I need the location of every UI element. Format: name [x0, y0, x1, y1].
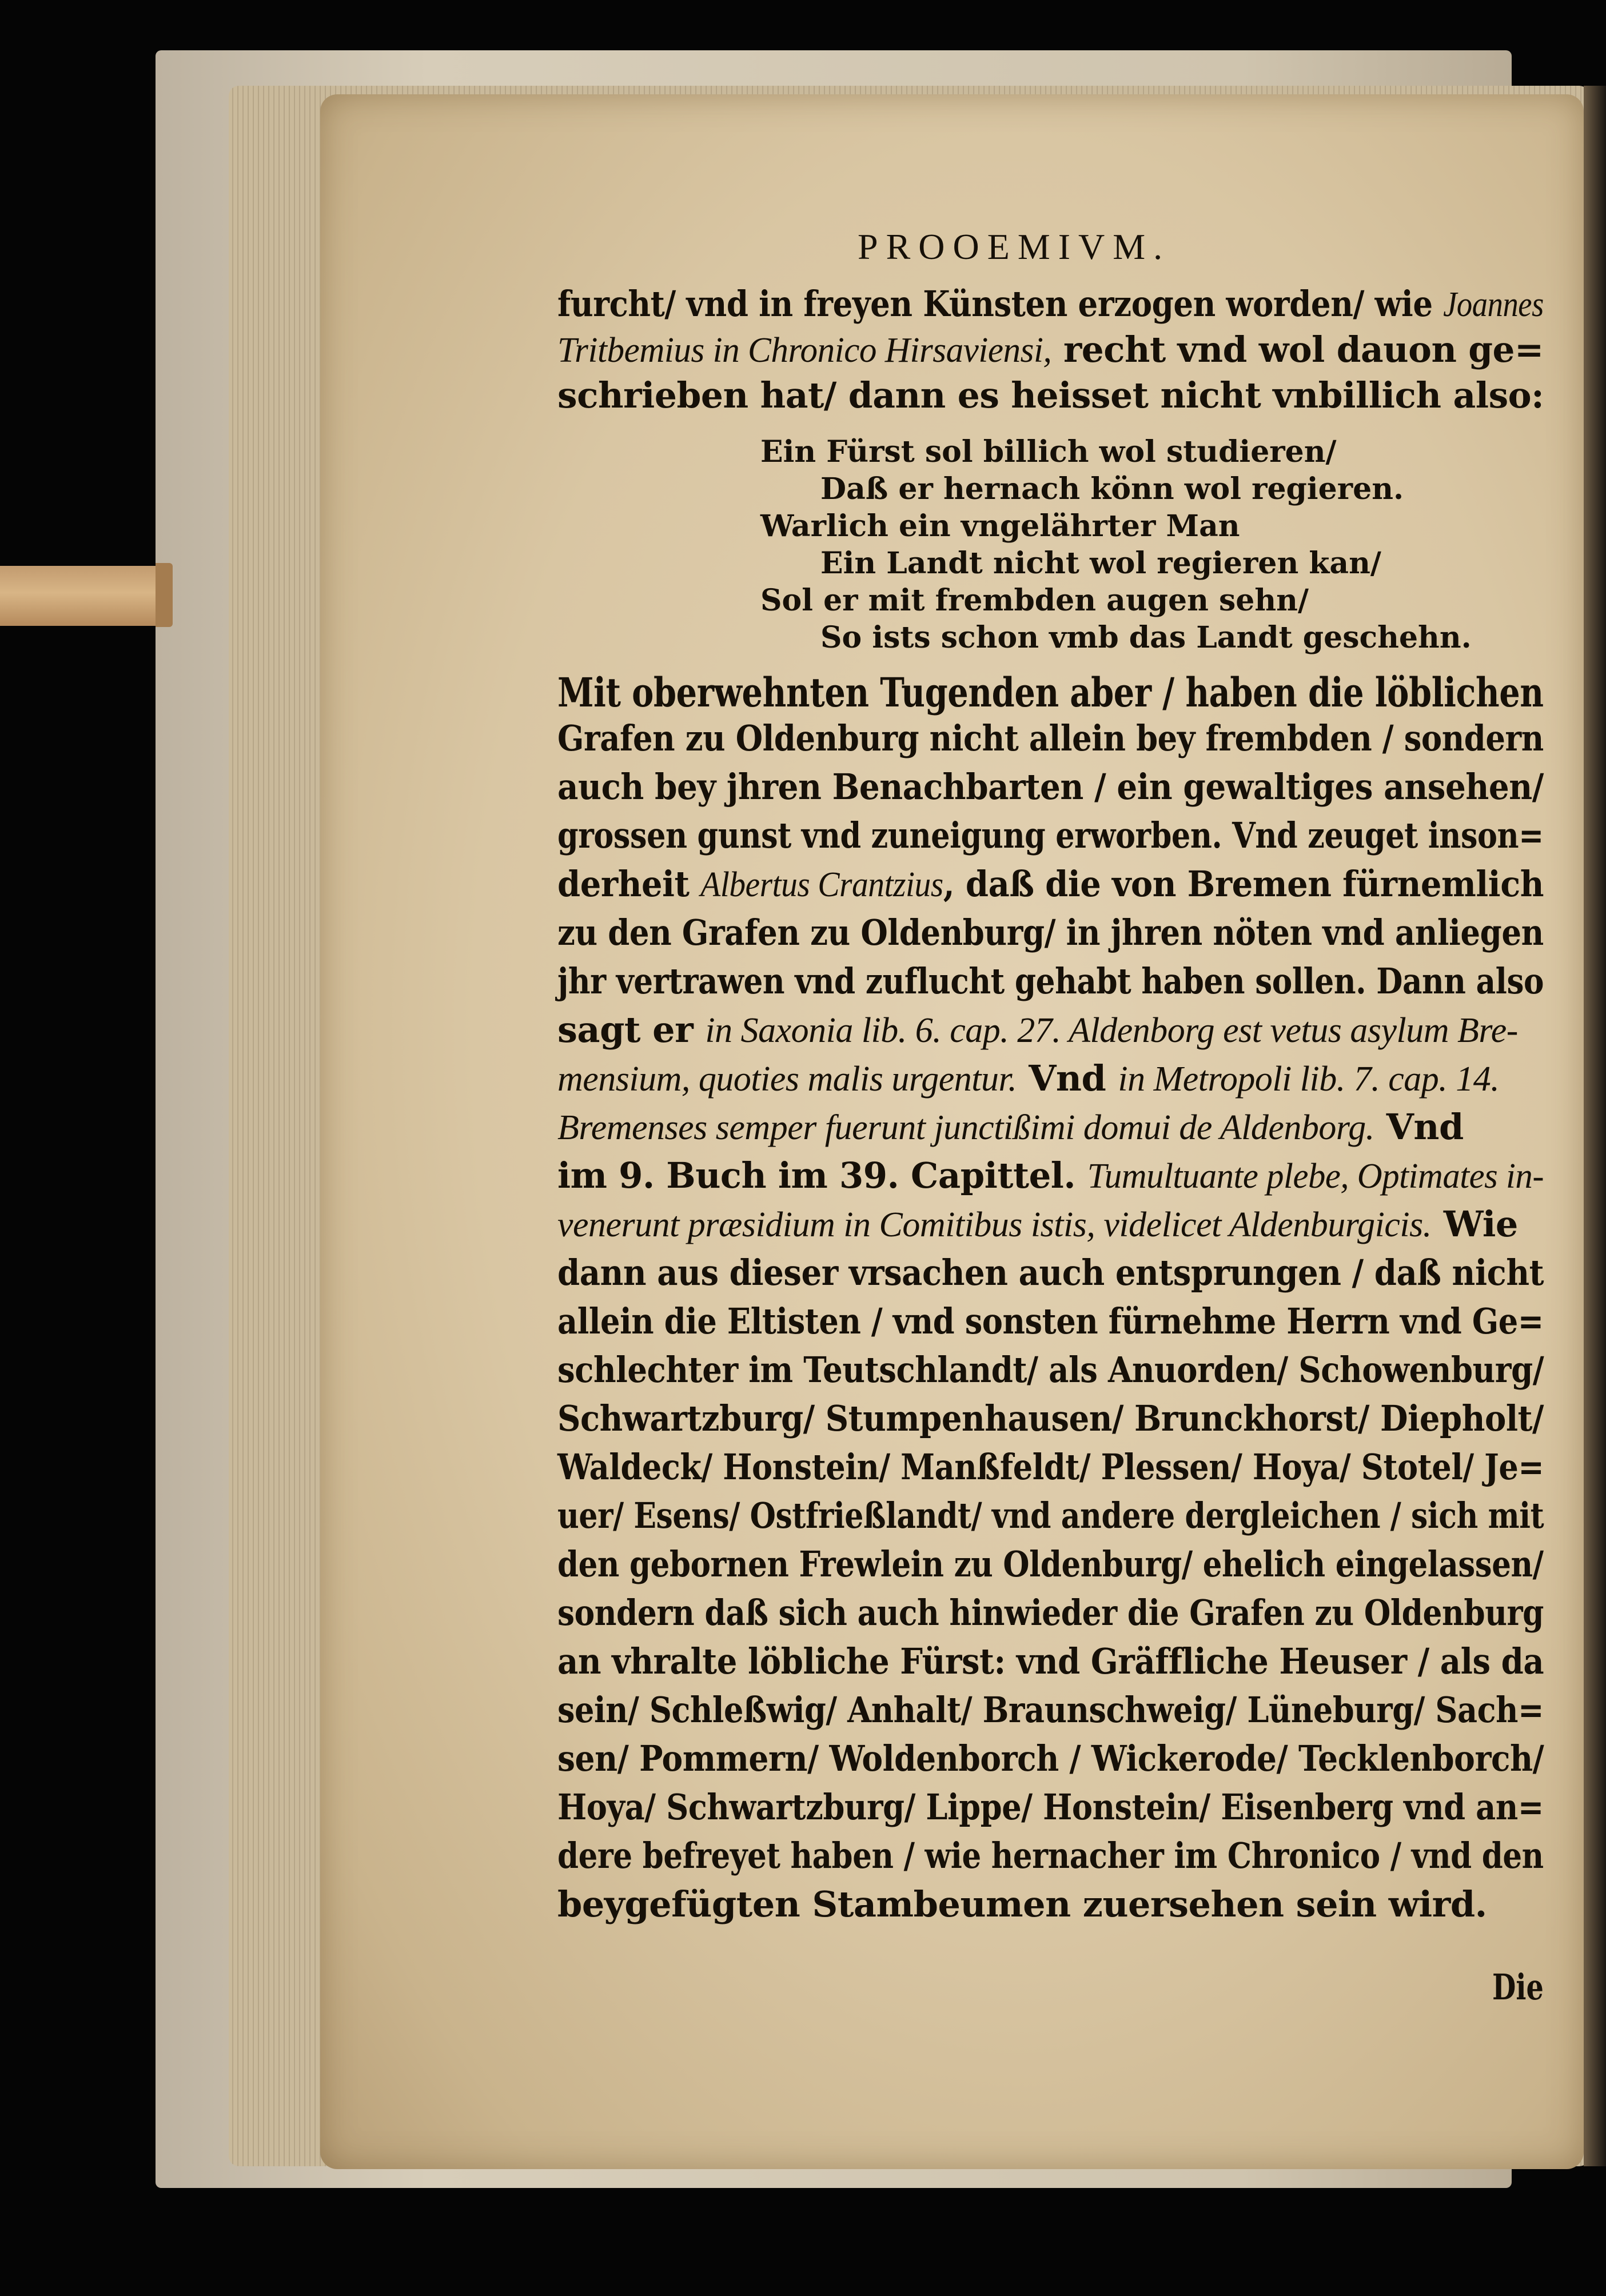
catchword: Die: [1492, 1966, 1544, 2008]
text-line: Waldeck/ Honstein/ Manßfeldt/ Plessen/ Hoya/ Stotel/ Je=: [557, 1446, 1544, 1488]
verse-line: Warlich ein vngelährter Man: [760, 509, 1240, 544]
text-line: schrieben hat/ dann es heisset nicht vnbillich also:: [557, 374, 1544, 416]
text-line: jhr vertrawen vnd zuflucht gehabt haben sollen. Dann also: [557, 960, 1544, 1002]
verse-line: So ists schon vmb das Landt geschehn.: [820, 620, 1472, 655]
bookmark-ribbon: [0, 566, 156, 626]
text-line: den gebornen Frewlein zu Oldenburg/ ehelich eingelassen/: [557, 1543, 1544, 1585]
text-line: uer/ Esens/ Ostfrießlandt/ vnd andere dergleichen / sich mit: [557, 1495, 1544, 1536]
text-line: sondern daß sich auch hinwieder die Grafen zu Oldenburg: [557, 1592, 1544, 1634]
text-line: zu den Grafen zu Oldenburg/ in jhren nöten vnd anliegen: [557, 912, 1544, 953]
text-line: Grafen zu Oldenburg nicht allein bey frembden / sondern: [557, 717, 1544, 759]
text-line: schlechter im Teutschlandt/ als Anuorden/ Schowenburg/: [557, 1349, 1544, 1391]
next-page-edge: [1584, 86, 1606, 2166]
verse-line: Sol er mit frembden augen sehn/: [760, 583, 1309, 618]
text-line: mensium, quoties malis urgentur. Vnd in Metropoli lib. 7. cap. 14.: [557, 1057, 1500, 1099]
text-line: allein die Eltisten / vnd sonsten fürnehme Herrn vnd Ge=: [557, 1300, 1544, 1342]
text-line: dere befreyet haben / wie hernacher im Chronico / vnd den: [557, 1835, 1544, 1876]
running-header: PROOEMIVM.: [858, 226, 1171, 267]
text-line: grossen gunst vnd zuneigung erworben. Vnd zeuget inson=: [557, 814, 1544, 856]
text-line: im 9. Buch im 39. Capittel. Tumultuante plebe, Optimates in-: [557, 1155, 1544, 1196]
text-line: furcht/ vnd in freyen Künsten erzogen worden/ wie Joannes: [557, 283, 1544, 325]
text-line: an vhralte löbliche Fürst: vnd Gräffliche Heuser / als da: [557, 1640, 1544, 1682]
text-line: sein/ Schleßwig/ Anhalt/ Braunschweig/ Lüneburg/ Sach=: [557, 1689, 1544, 1731]
text-line: sagt er in Saxonia lib. 6. cap. 27. Aldenborg est vetus asylum Bre-: [557, 1009, 1518, 1051]
text-line: Mit oberwehnten Tugenden aber / haben die löblichen: [557, 669, 1544, 716]
text-line: Schwartzburg/ Stumpenhausen/ Brunckhorst/ Diepholt/: [557, 1397, 1544, 1439]
text-line: derheit Albertus Crantzius, daß die von Bremen fürnemlich: [557, 863, 1544, 905]
text-line: sen/ Pommern/ Woldenborch / Wickerode/ Tecklenborch/: [557, 1738, 1544, 1779]
verse-line: Ein Landt nicht wol regieren kan/: [820, 546, 1381, 581]
text-line: auch bey jhren Benachbarten / ein gewaltiges ansehen/: [557, 766, 1544, 808]
text-line: venerunt præsidium in Comitibus istis, videlicet Aldenburgicis. Wie: [557, 1203, 1518, 1245]
verse-line: Ein Fürst sol billich wol studieren/: [760, 434, 1337, 469]
text-line: Hoya/ Schwartzburg/ Lippe/ Honstein/ Eisenberg vnd an=: [557, 1786, 1544, 1828]
text-line: Bremenses semper fuerunt junctißimi domui de Aldenborg. Vnd: [557, 1106, 1464, 1148]
verse-line: Daß er hernach könn wol regieren.: [820, 472, 1404, 506]
text-line: dann aus dieser vrsachen auch entsprungen / daß nicht: [557, 1252, 1544, 1293]
bookmark-ribbon-end: [156, 563, 173, 627]
text-line: Tritbemius in Chronico Hirsaviensi, recht vnd wol dauon ge=: [557, 329, 1544, 370]
text-line: beygefügten Stambeumen zuersehen sein wird.: [557, 1883, 1487, 1925]
